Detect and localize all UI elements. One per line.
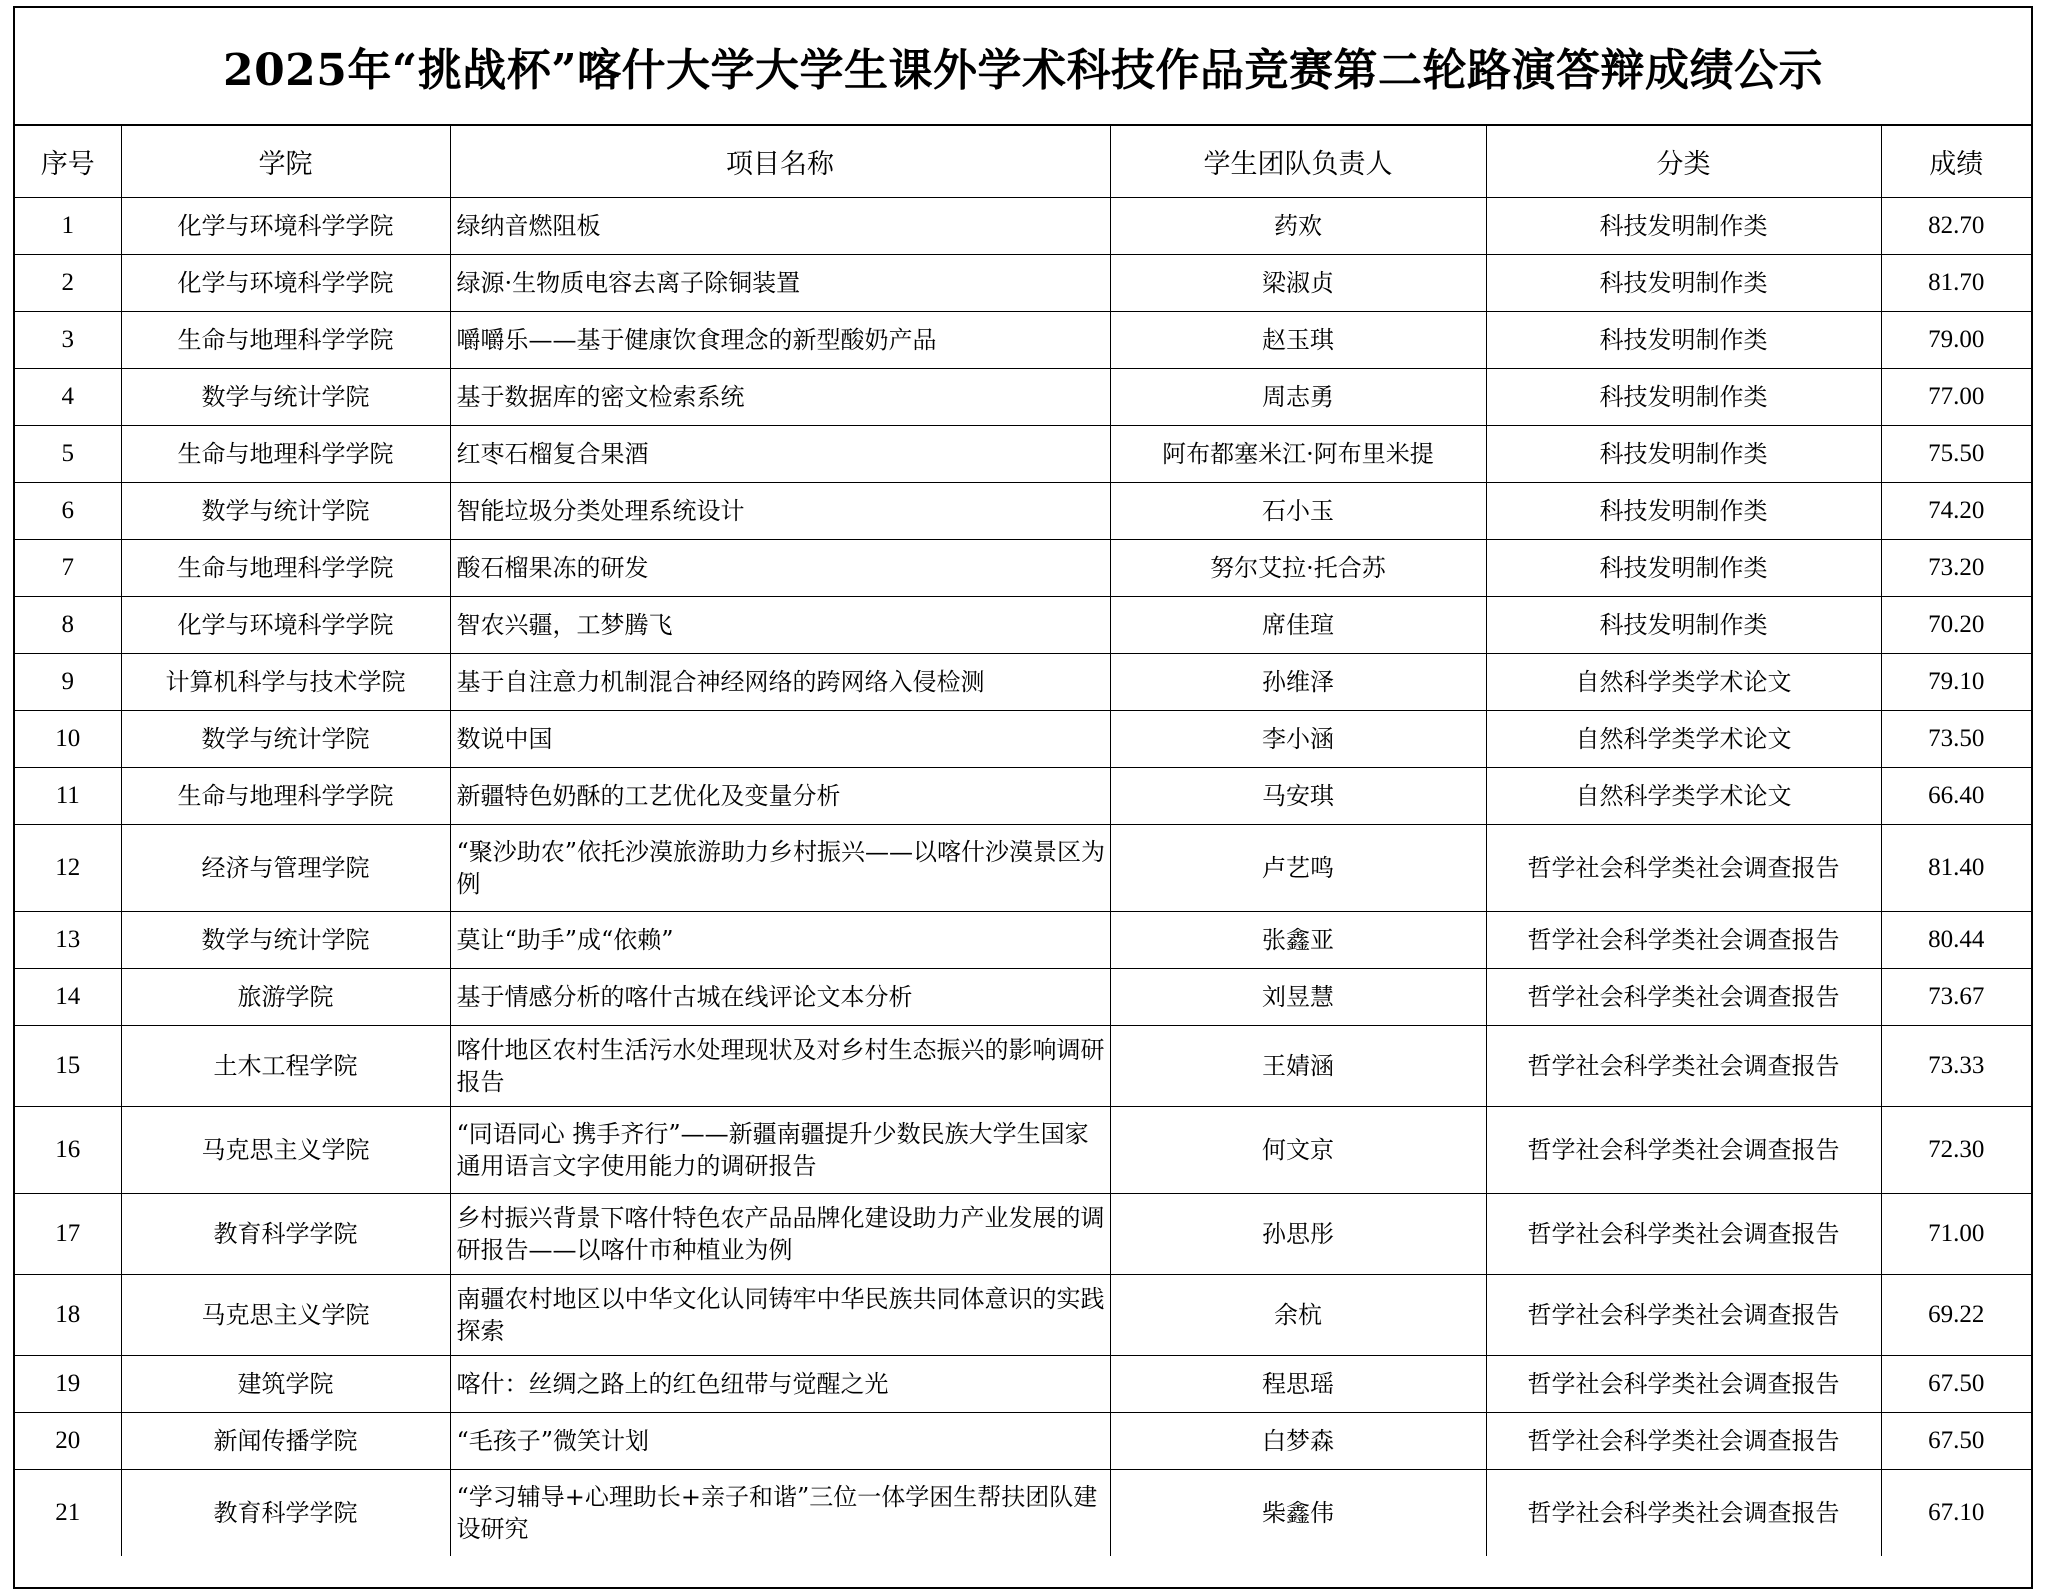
table-row	[15, 540, 2031, 597]
cell-project: 基于自注意力机制混合神经网络的跨网络入侵检测	[450, 654, 1110, 711]
header-index: 序号	[15, 126, 121, 198]
cell-project: “同语同心 携手齐行”——新疆南疆提升少数民族大学生国家通用语言文字使用能力的调研报告	[450, 1107, 1110, 1194]
cell-college: 化学与环境科学学院	[121, 198, 450, 255]
cell-leader: 张鑫亚	[1110, 912, 1486, 969]
cell-score: 73.33	[1881, 1026, 2031, 1107]
cell-leader: 王婧涵	[1110, 1026, 1486, 1107]
table-row	[15, 768, 2031, 825]
cell-score: 72.30	[1881, 1107, 2031, 1194]
cell-college: 新闻传播学院	[121, 1413, 450, 1470]
cell-category: 哲学社会科学类社会调查报告	[1486, 912, 1881, 969]
cell-category: 哲学社会科学类社会调查报告	[1486, 1275, 1881, 1356]
cell-index: 7	[15, 540, 121, 597]
cell-project: 嚼嚼乐——基于健康饮食理念的新型酸奶产品	[450, 312, 1110, 369]
cell-leader: 努尔艾拉·托合苏	[1110, 540, 1486, 597]
cell-category: 哲学社会科学类社会调查报告	[1486, 1413, 1881, 1470]
table-row	[15, 711, 2031, 768]
cell-college: 数学与统计学院	[121, 912, 450, 969]
cell-project: 基于情感分析的喀什古城在线评论文本分析	[450, 969, 1110, 1026]
cell-index: 16	[15, 1107, 121, 1194]
cell-college: 马克思主义学院	[121, 1275, 450, 1356]
table-row	[15, 969, 2031, 1026]
cell-index: 18	[15, 1275, 121, 1356]
header-leader: 学生团队负责人	[1110, 126, 1486, 198]
cell-index: 6	[15, 483, 121, 540]
cell-project: 绿纳音燃阻板	[450, 198, 1110, 255]
cell-category: 哲学社会科学类社会调查报告	[1486, 1470, 1881, 1557]
table-row	[15, 1026, 2031, 1107]
cell-college: 化学与环境科学学院	[121, 255, 450, 312]
cell-category: 自然科学类学术论文	[1486, 768, 1881, 825]
cell-leader: 梁淑贞	[1110, 255, 1486, 312]
cell-project: “学习辅导+心理助长+亲子和谐”三位一体学困生帮扶团队建设研究	[450, 1470, 1110, 1557]
cell-score: 77.00	[1881, 369, 2031, 426]
cell-score: 79.00	[1881, 312, 2031, 369]
cell-leader: 周志勇	[1110, 369, 1486, 426]
cell-leader: 余杭	[1110, 1275, 1486, 1356]
cell-college: 化学与环境科学学院	[121, 597, 450, 654]
cell-category: 科技发明制作类	[1486, 255, 1881, 312]
cell-index: 5	[15, 426, 121, 483]
cell-score: 73.50	[1881, 711, 2031, 768]
cell-project: 数说中国	[450, 711, 1110, 768]
table-row	[15, 825, 2031, 912]
cell-college: 生命与地理科学学院	[121, 426, 450, 483]
cell-leader: 马安琪	[1110, 768, 1486, 825]
table-row	[15, 654, 2031, 711]
table-row	[15, 198, 2031, 255]
cell-score: 81.70	[1881, 255, 2031, 312]
cell-leader: 席佳瑄	[1110, 597, 1486, 654]
cell-college: 生命与地理科学学院	[121, 768, 450, 825]
cell-college: 生命与地理科学学院	[121, 540, 450, 597]
header-project: 项目名称	[450, 126, 1110, 198]
cell-college: 土木工程学院	[121, 1026, 450, 1107]
cell-category: 科技发明制作类	[1486, 369, 1881, 426]
cell-index: 12	[15, 825, 121, 912]
cell-college: 生命与地理科学学院	[121, 312, 450, 369]
cell-score: 67.10	[1881, 1470, 2031, 1557]
cell-project: 红枣石榴复合果酒	[450, 426, 1110, 483]
cell-college: 教育科学学院	[121, 1470, 450, 1557]
header-college: 学院	[121, 126, 450, 198]
table-row	[15, 912, 2031, 969]
cell-leader: 卢艺鸣	[1110, 825, 1486, 912]
cell-leader: 赵玉琪	[1110, 312, 1486, 369]
cell-category: 科技发明制作类	[1486, 426, 1881, 483]
cell-leader: 石小玉	[1110, 483, 1486, 540]
table-row	[15, 597, 2031, 654]
cell-leader: 李小涵	[1110, 711, 1486, 768]
table-header-row	[15, 126, 2031, 198]
cell-college: 计算机科学与技术学院	[121, 654, 450, 711]
cell-category: 哲学社会科学类社会调查报告	[1486, 1356, 1881, 1413]
table-row	[15, 1275, 2031, 1356]
cell-score: 74.20	[1881, 483, 2031, 540]
cell-project: “毛孩子”微笑计划	[450, 1413, 1110, 1470]
cell-college: 数学与统计学院	[121, 711, 450, 768]
cell-category: 哲学社会科学类社会调查报告	[1486, 1194, 1881, 1275]
cell-score: 80.44	[1881, 912, 2031, 969]
cell-score: 69.22	[1881, 1275, 2031, 1356]
cell-score: 71.00	[1881, 1194, 2031, 1275]
cell-category: 哲学社会科学类社会调查报告	[1486, 1107, 1881, 1194]
header-score: 成绩	[1881, 126, 2031, 198]
cell-score: 73.20	[1881, 540, 2031, 597]
results-table	[15, 126, 2031, 1556]
cell-score: 67.50	[1881, 1356, 2031, 1413]
table-row	[15, 312, 2031, 369]
table-row	[15, 369, 2031, 426]
cell-index: 11	[15, 768, 121, 825]
cell-index: 8	[15, 597, 121, 654]
cell-category: 科技发明制作类	[1486, 597, 1881, 654]
cell-index: 3	[15, 312, 121, 369]
cell-category: 哲学社会科学类社会调查报告	[1486, 1026, 1881, 1107]
cell-category: 科技发明制作类	[1486, 198, 1881, 255]
cell-project: 莫让“助手”成“依赖”	[450, 912, 1110, 969]
cell-college: 教育科学学院	[121, 1194, 450, 1275]
cell-category: 科技发明制作类	[1486, 312, 1881, 369]
cell-index: 21	[15, 1470, 121, 1557]
cell-college: 经济与管理学院	[121, 825, 450, 912]
cell-index: 14	[15, 969, 121, 1026]
table-row	[15, 255, 2031, 312]
cell-leader: 刘昱慧	[1110, 969, 1486, 1026]
cell-score: 79.10	[1881, 654, 2031, 711]
cell-category: 哲学社会科学类社会调查报告	[1486, 825, 1881, 912]
cell-project: 绿源·生物质电容去离子除铜装置	[450, 255, 1110, 312]
cell-college: 马克思主义学院	[121, 1107, 450, 1194]
cell-project: 新疆特色奶酥的工艺优化及变量分析	[450, 768, 1110, 825]
cell-category: 哲学社会科学类社会调查报告	[1486, 969, 1881, 1026]
cell-project: 智农兴疆，工梦腾飞	[450, 597, 1110, 654]
cell-leader: 何文京	[1110, 1107, 1486, 1194]
cell-category: 科技发明制作类	[1486, 540, 1881, 597]
cell-project: “聚沙助农”依托沙漠旅游助力乡村振兴——以喀什沙漠景区为例	[450, 825, 1110, 912]
table-row	[15, 426, 2031, 483]
cell-college: 旅游学院	[121, 969, 450, 1026]
cell-score: 70.20	[1881, 597, 2031, 654]
cell-index: 13	[15, 912, 121, 969]
cell-project: 乡村振兴背景下喀什特色农产品品牌化建设助力产业发展的调研报告——以喀什市种植业为例	[450, 1194, 1110, 1275]
cell-score: 81.40	[1881, 825, 2031, 912]
cell-project: 酸石榴果冻的研发	[450, 540, 1110, 597]
cell-college: 建筑学院	[121, 1356, 450, 1413]
table-row	[15, 1107, 2031, 1194]
cell-score: 75.50	[1881, 426, 2031, 483]
table-row	[15, 1470, 2031, 1557]
cell-index: 20	[15, 1413, 121, 1470]
cell-project: 南疆农村地区以中华文化认同铸牢中华民族共同体意识的实践探索	[450, 1275, 1110, 1356]
cell-index: 15	[15, 1026, 121, 1107]
cell-score: 67.50	[1881, 1413, 2031, 1470]
page-title: 2025年“挑战杯”喀什大学大学生课外学术科技作品竞赛第二轮路演答辩成绩公示	[15, 8, 2031, 126]
cell-score: 82.70	[1881, 198, 2031, 255]
cell-category: 自然科学类学术论文	[1486, 711, 1881, 768]
cell-index: 2	[15, 255, 121, 312]
cell-leader: 孙维泽	[1110, 654, 1486, 711]
cell-index: 19	[15, 1356, 121, 1413]
cell-leader: 孙思彤	[1110, 1194, 1486, 1275]
cell-index: 9	[15, 654, 121, 711]
table-row	[15, 483, 2031, 540]
table-row	[15, 1194, 2031, 1275]
table-row	[15, 1413, 2031, 1470]
results-sheet	[13, 6, 2033, 1589]
cell-index: 17	[15, 1194, 121, 1275]
cell-index: 1	[15, 198, 121, 255]
cell-score: 66.40	[1881, 768, 2031, 825]
cell-index: 10	[15, 711, 121, 768]
cell-index: 4	[15, 369, 121, 426]
cell-category: 科技发明制作类	[1486, 483, 1881, 540]
header-category: 分类	[1486, 126, 1881, 198]
cell-college: 数学与统计学院	[121, 483, 450, 540]
cell-project: 喀什地区农村生活污水处理现状及对乡村生态振兴的影响调研报告	[450, 1026, 1110, 1107]
cell-leader: 程思瑶	[1110, 1356, 1486, 1413]
cell-category: 自然科学类学术论文	[1486, 654, 1881, 711]
cell-project: 基于数据库的密文检索系统	[450, 369, 1110, 426]
cell-project: 喀什：丝绸之路上的红色纽带与觉醒之光	[450, 1356, 1110, 1413]
cell-leader: 柴鑫伟	[1110, 1470, 1486, 1557]
cell-leader: 阿布都塞米江·阿布里米提	[1110, 426, 1486, 483]
cell-college: 数学与统计学院	[121, 369, 450, 426]
cell-score: 73.67	[1881, 969, 2031, 1026]
table-row	[15, 1356, 2031, 1413]
cell-leader: 白梦森	[1110, 1413, 1486, 1470]
cell-project: 智能垃圾分类处理系统设计	[450, 483, 1110, 540]
cell-leader: 药欢	[1110, 198, 1486, 255]
